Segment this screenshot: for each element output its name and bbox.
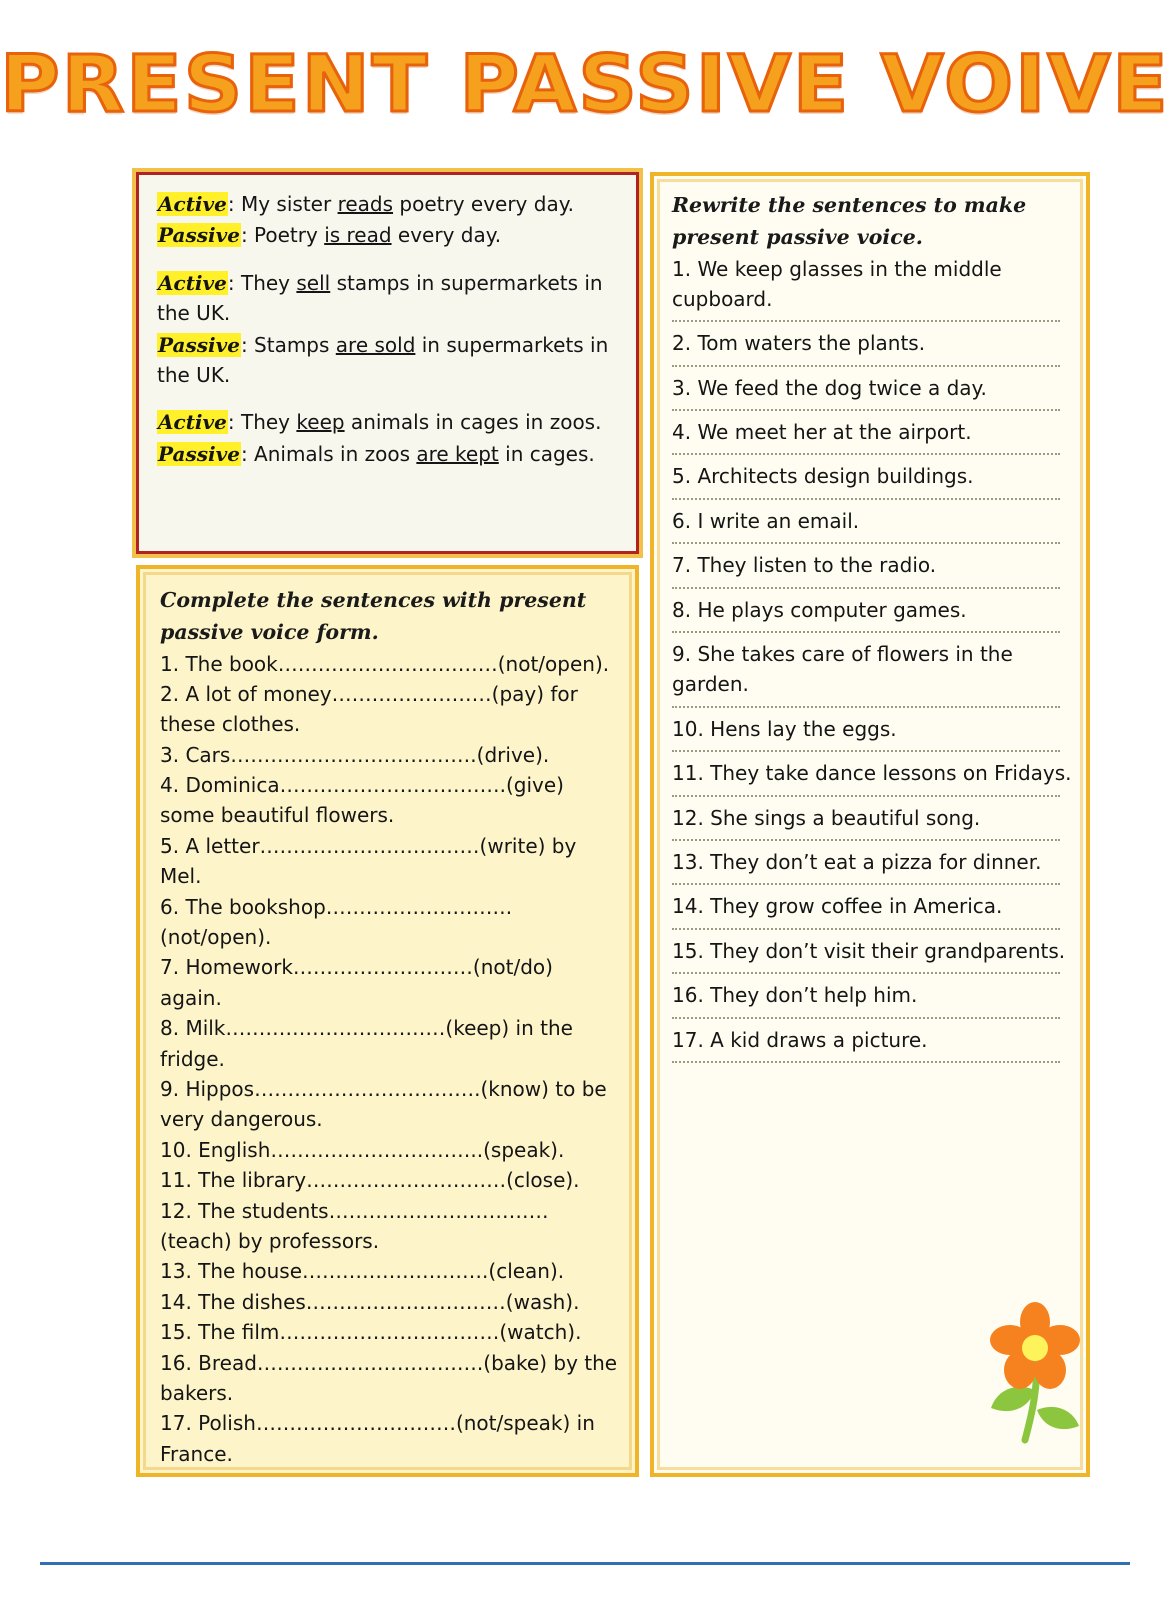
answer-line[interactable] (672, 1017, 1060, 1019)
list-item[interactable]: 10. Hens lay the eggs. (672, 716, 897, 741)
answer-line[interactable] (672, 542, 1060, 544)
active-text-before: : They (227, 410, 297, 435)
passive-text-after: in cages. (498, 441, 595, 466)
list-item[interactable]: 3. We feed the dog twice a day. (672, 375, 987, 400)
complete-exercise-box (136, 565, 639, 1477)
example-active-2 (157, 268, 620, 329)
answer-line[interactable] (672, 498, 1060, 500)
answer-line[interactable] (672, 365, 1060, 367)
list-item[interactable]: 5. A letter……………………………(write) by Mel. (160, 833, 577, 889)
answer-line[interactable] (672, 972, 1060, 974)
answer-line[interactable] (672, 587, 1060, 589)
list-item[interactable]: 7. They listen to the radio. (672, 553, 937, 578)
list-item[interactable]: 15. The film……………………………(watch). (160, 1320, 582, 1345)
example-active-1 (157, 189, 620, 219)
answer-line[interactable] (672, 795, 1060, 797)
answer-line[interactable] (672, 1061, 1060, 1063)
list-item[interactable]: 7. Homework………………………(not/do) again. (160, 955, 553, 1010)
list-item[interactable]: 11. They take dance lessons on Fridays. (672, 761, 1072, 786)
active-verb: sell (296, 270, 331, 295)
answer-line[interactable] (672, 883, 1060, 885)
list-item[interactable]: 9. Hippos…………………………….(know) to be very dangerous. (160, 1077, 607, 1132)
passive-text-after: every day. (391, 223, 502, 248)
list-item[interactable]: 4. We meet her at the airport. (672, 420, 972, 445)
list-item[interactable]: 10. English…………………………..(speak). (160, 1137, 565, 1162)
list-item[interactable]: 13. The house……………………….(clean). (160, 1259, 565, 1284)
list-item[interactable]: 15. They don’t visit their grandparents. (672, 938, 1066, 963)
answer-line[interactable] (672, 750, 1060, 752)
active-label: Active (158, 410, 227, 435)
list-item[interactable]: 6. The bookshop……………………….(not/open). (160, 894, 513, 950)
active-verb: reads (337, 192, 394, 216)
answer-line[interactable] (672, 320, 1060, 322)
passive-text-before: : Poetry (240, 223, 325, 248)
list-item[interactable]: 17. Polish…………………………(not/speak) in France. (160, 1411, 595, 1466)
active-text-after: stamps in supermarkets in the UK. (157, 270, 603, 326)
passive-verb: is read (324, 223, 392, 248)
active-text-before: : My sister (227, 192, 338, 216)
active-text-before: : They (227, 270, 297, 295)
example-passive-3 (157, 439, 620, 469)
list-item[interactable]: 11. The library…………………………(close). (160, 1168, 580, 1193)
footer-divider (40, 1562, 1130, 1565)
answer-line[interactable] (672, 706, 1060, 708)
example-passive-2 (157, 330, 620, 391)
list-item[interactable]: 8. He plays computer games. (672, 597, 967, 622)
answer-line[interactable] (672, 409, 1060, 411)
active-label: Active (158, 270, 227, 295)
active-text-after: poetry every day. (393, 192, 575, 216)
list-item[interactable]: 1. The book……………………………(not/open). (160, 651, 610, 676)
list-item[interactable]: 12. The students……………………………(teach) by professors. (160, 1198, 549, 1253)
passive-text-before: : Stamps (240, 332, 336, 357)
active-label: Active (158, 192, 227, 216)
list-item[interactable]: 2. A lot of money……………………(pay) for these clothes. (160, 681, 578, 737)
page-title: PRESENT PASSIVE VOIVE (0, 40, 1170, 130)
list-item[interactable]: 13. They don’t eat a pizza for dinner. (672, 850, 1042, 874)
active-verb: keep (296, 410, 345, 435)
rewrite-exercise-box (650, 172, 1090, 1477)
list-item[interactable]: 6. I write an email. (672, 508, 860, 533)
example-spacer (157, 252, 620, 268)
examples-box (136, 172, 639, 554)
passive-label: Passive (158, 441, 240, 466)
active-text-after: animals in cages in zoos. (344, 410, 602, 435)
list-item[interactable]: 14. The dishes…………………………(wash). (160, 1289, 580, 1314)
answer-line[interactable] (672, 631, 1060, 633)
list-item[interactable]: 16. They don’t help him. (672, 983, 918, 1008)
list-item[interactable]: 5. Architects design buildings. (672, 464, 974, 489)
example-spacer (157, 391, 620, 407)
example-active-3 (157, 407, 620, 437)
complete-instruction: Complete the sentences with present passive voice form. (160, 588, 587, 644)
answer-line[interactable] (672, 453, 1060, 455)
passive-text-after: in supermarkets in the UK. (157, 332, 609, 387)
list-item[interactable]: 4. Dominica…………………………….(give) some beautiful flowers. (160, 773, 564, 828)
list-item[interactable]: 16. Bread…………………………….(bake) by the bakers. (160, 1350, 618, 1405)
list-item[interactable]: 1. We keep glasses in the middle cupboard. (672, 256, 1002, 311)
answer-line[interactable] (672, 839, 1060, 841)
example-passive-1 (157, 220, 620, 250)
list-item[interactable]: 3. Cars……………………………….(drive). (160, 742, 550, 767)
list-item[interactable]: 8. Milk……………………………(keep) in the fridge. (160, 1016, 573, 1071)
passive-label: Passive (158, 332, 240, 357)
list-item[interactable]: 12. She sings a beautiful song. (672, 805, 981, 830)
list-item[interactable]: 2. Tom waters the plants. (672, 331, 926, 356)
passive-verb: are kept (416, 441, 499, 466)
rewrite-instruction: Rewrite the sentences to make present passive voice. (672, 193, 1027, 249)
passive-verb: are sold (335, 332, 416, 357)
passive-label: Passive (158, 223, 240, 248)
list-item[interactable]: 17. A kid draws a picture. (672, 1027, 928, 1052)
list-item[interactable]: 14. They grow coffee in America. (672, 894, 1003, 919)
list-item[interactable]: 9. She takes care of flowers in the garden. (672, 642, 1013, 697)
passive-text-before: : Animals in zoos (240, 441, 417, 466)
answer-line[interactable] (672, 928, 1060, 930)
